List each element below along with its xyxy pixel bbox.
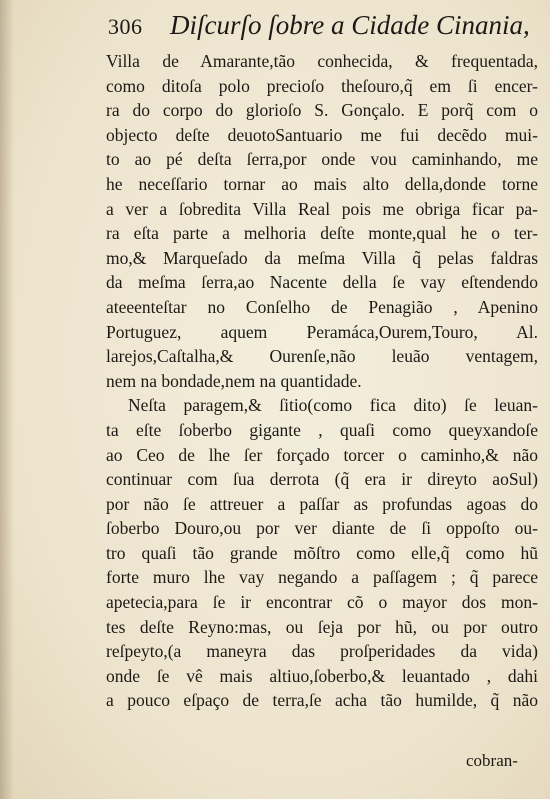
catchword: cobran-	[466, 751, 518, 770]
text-line: Neſta paragem,& ſitio(como fica dito) ſe leuan-	[128, 395, 538, 416]
text-line: he neceſſario tornar ao mais alto della,donde torne	[106, 173, 538, 194]
text-line: objecto deſte deuotoSantuario me fui decẽdo mui-	[106, 124, 538, 145]
text-line: mo,& Marqueſado da meſma Villa q̃ pelas faldras	[106, 247, 538, 268]
text-line: apetecia,para ſe ir encontrar cõ o mayor dos mon-	[106, 592, 538, 613]
text-line: ra eſta parte a melhoria deſte monte,qual he o ter-	[106, 223, 538, 244]
text-line: ateeenteſtar no Conſelho de Penagião , Apenino	[106, 296, 538, 317]
text-line: ta eſte ſoberbo gigante , quaſi como queyxandoſe	[106, 419, 538, 440]
text-line: ao Ceo de lhe ſer forçado torcer o caminho,& não	[106, 444, 538, 465]
body-text	[106, 49, 538, 713]
text-line: como ditoſa polo precioſo theſouro,q̃ em ſi encer-	[106, 75, 538, 96]
text-line: da meſma ſerra,ao Nacente della ſe vay eſtendendo	[106, 272, 538, 293]
text-line: Villa de Amarante,tão conhecida, & frequentada,	[106, 51, 538, 71]
text-line: tro quaſi tão grande mõſtro como elle,q̃ como hũ	[106, 542, 538, 563]
text-line: to ao pé deſta ſerra,por onde vou caminhando, me	[106, 149, 538, 170]
page-header	[108, 10, 538, 46]
text-line: Portuguez, aquem Peramáca,Ourem,Touro, Al.	[106, 321, 538, 342]
text-line: ra do corpo do glorioſo S. Gonçalo. E porq̃ com o	[106, 100, 538, 121]
text-line: reſpeyto,(a maneyra das proſperidades da vida)	[106, 641, 538, 662]
text-line: por não ſe attreuer a paſſar as profundas agoas do	[106, 493, 538, 514]
text-line: forte muro lhe vay negando a paſſagem ; q̃ parece	[106, 567, 538, 588]
text-line: nem na bondade,nem na quantidade.	[106, 370, 362, 391]
text-line: tes deſte Reyno:mas, ou ſeja por hũ, ou por outro	[106, 616, 538, 637]
page-number: 306	[108, 14, 143, 39]
gutter-shadow	[0, 0, 14, 799]
text-line: ſoberbo Douro,ou por ver diante de ſi oppoſto ou-	[106, 518, 538, 539]
running-title: Diſcurſo ſobre a Cidade Cinania,	[170, 10, 530, 40]
text-line: onde ſe vê mais altiuo,ſoberbo,& leuantado , dahi	[106, 665, 538, 686]
text-line: a pouco eſpaço de terra,ſe acha tão humilde, q̃ não	[106, 690, 538, 711]
text-line: a ver a ſobredita Villa Real pois me obriga ficar pa-	[106, 198, 538, 219]
text-line: continuar com ſua derrota (q̃ era ir direyto aoSul)	[106, 469, 538, 490]
text-line: larejos,Caſtalha,& Ourenſe,não leuão ventagem,	[106, 346, 538, 367]
